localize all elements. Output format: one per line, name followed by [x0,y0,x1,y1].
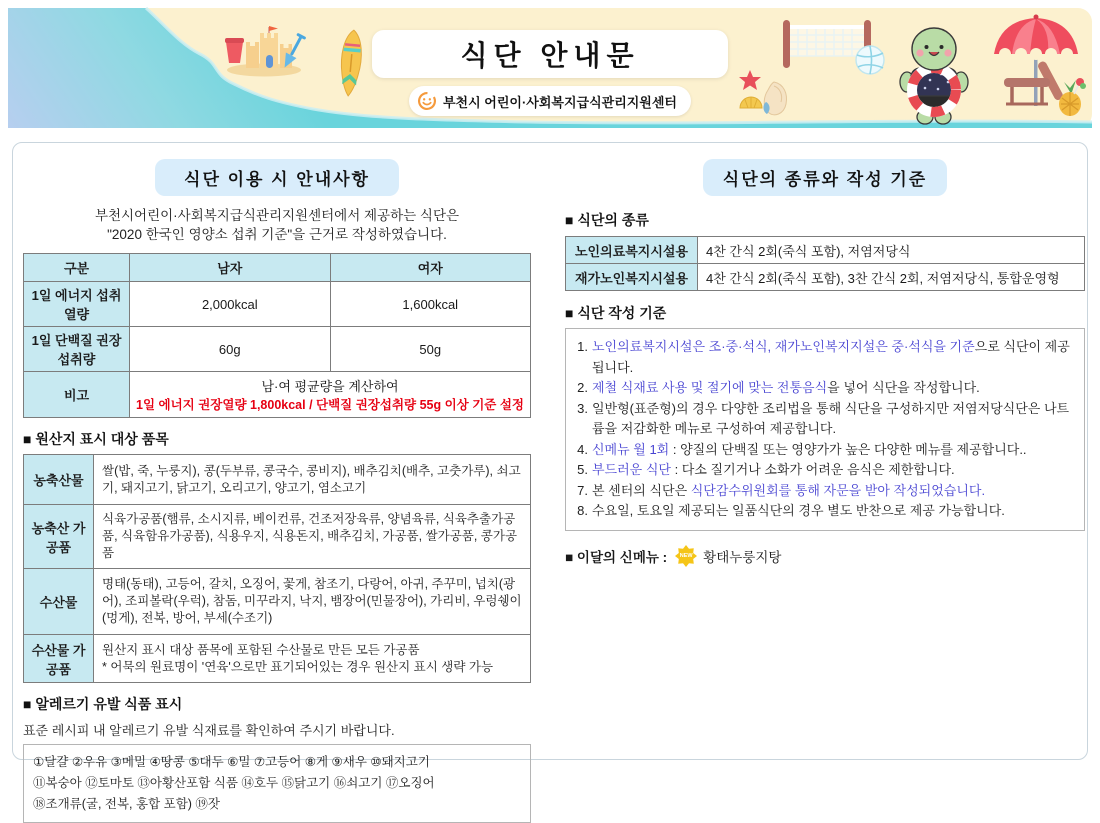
note-text: 남·여 평균량을 계산하여 [261,379,399,394]
right-section-title: 식단의 종류와 작성 기준 [703,159,947,196]
left-column [23,143,531,823]
smiley-icon [417,91,437,111]
nutrition-table [23,253,531,418]
intro-line-1: 부천시어린이·사회복지급식관리지원센터에서 제공하는 식단은 [94,208,460,223]
row-label: 노인의료복지시설용 [566,237,698,264]
header-cell: 구분 [24,254,130,282]
criteria-list [572,337,1078,522]
value-cell: 60g [130,327,330,372]
allergy-heading: ■ 알레르기 유발 식품 표시 [23,696,183,712]
value-cell: 1,600kcal [330,282,530,327]
criteria-item [572,378,1078,399]
note-cell [130,372,531,418]
turtle-character [892,22,976,126]
table-note-row [24,372,531,418]
table-row [24,505,531,569]
new-menu-heading: ■ 이달의 신메뉴 : [565,549,668,565]
criteria-text: : 양질의 단백질 또는 영양가가 높은 다양한 메뉴를 제공합니다.. [669,441,1027,457]
header-cell: 여자 [330,254,530,282]
table-row [24,455,531,505]
criteria-text: 일반형(표준형)의 경우 다양한 조리법을 통해 식단을 구성하지만 저염저당식단은 나트륨을 저감화한 메뉴로 구성하여 제공합니다. [592,400,1070,436]
new-menu-line [565,545,1085,567]
criteria-highlight: 식단감수위원회를 통해 자문을 받아 작성되었습니다. [690,482,986,498]
allergy-list-box [23,744,531,823]
row-text: 쌀(밥, 죽, 누룽지), 콩(두부류, 콩국수, 콩비지), 배추김치(배추, 고춧가루), 쇠고기, 돼지고기, 닭고기, 오리고기, 양고기, 염소고기 [94,455,531,505]
seashells-icon [736,68,794,120]
table-header-row [24,254,531,282]
volleyball-icon [854,44,886,76]
beach-banner [8,8,1092,128]
row-label: 농축산 가공품 [24,505,94,569]
row-text-line: 원산지 표시 대상 품목에 포함된 수산물로 만든 모든 가공품 [102,642,420,657]
new-badge-label: NEW [679,552,693,559]
item-number: 1. [577,339,588,354]
row-label: 수산물 가공품 [24,635,94,683]
allergy-line: ⑪복숭아 ⑫토마토 ⑬아황산포함 식품 ⑭호두 ⑮닭고기 ⑯쇠고기 ⑰오징어 [33,776,435,790]
sandcastle-icon [222,26,304,76]
row-text [94,635,531,683]
table-row [24,569,531,635]
page-title-box [372,30,728,78]
criteria-text: 으로 식단이 제공됩니다. [592,339,1070,375]
criteria-highlight: 노인의료복지시설은 조·중·석식, 재가노인복지지설은 중·석식을 기준 [592,339,975,354]
criteria-list-box [565,328,1085,531]
criteria-item [572,399,1078,440]
row-text: 4찬 간식 2회(죽식 포함), 3찬 간식 2회, 저염저당식, 통합운영형 [698,264,1085,291]
item-number: 3. [577,400,588,416]
item-number: 5. [577,462,588,477]
types-heading: ■ 식단의 종류 [565,212,649,228]
table-row [24,282,531,327]
table-row [24,635,531,683]
allergy-line: ⑱조개류(굴, 전복, 홍합 포함) ⑲잣 [33,797,220,811]
criteria-heading: ■ 식단 작성 기준 [565,305,667,321]
right-column [565,143,1085,567]
table-row [566,237,1085,264]
value-cell: 50g [330,327,530,372]
beach-umbrella-icon [986,12,1086,122]
row-label: 재가노인복지시설용 [566,264,698,291]
row-text: 4찬 간식 2회(죽식 포함), 저염저당식 [698,237,1085,264]
row-label: 1일 에너지 섭취 열량 [24,282,130,327]
page-title: 식단 안내문 [460,40,640,71]
table-row [24,327,531,372]
criteria-text: : 다소 질기거나 소화가 어려운 음식은 제한합니다. [670,462,955,477]
intro-text [23,206,531,244]
table-row [566,264,1085,291]
criteria-item [572,440,1078,461]
allergy-line: ①달걀 ②우유 ③메밀 ④땅콩 ⑤대두 ⑥밀 ⑦고등어 ⑧게 ⑨새우 ⑩돼지고기 [33,755,430,769]
org-name: 부천시 어린이·사회복지급식관리지원센터 [443,94,677,110]
criteria-text: 수요일, 토요일 제공되는 일품식단의 경우 별도 반찬으로 제공 가능합니다. [592,503,1005,518]
criteria-highlight: 신메뉴 월 1회 [592,441,670,457]
row-label: 농축산물 [24,455,94,505]
criteria-item [572,481,1078,502]
criteria-item [572,337,1078,378]
content-panel [12,142,1088,811]
meal-types-table [565,236,1085,291]
org-logo-pill [409,86,691,116]
row-text: 식육가공품(햄류, 소시지류, 베이컨류, 건조저장육류, 양념육류, 식육추출가공품, 식육함유가공품), 식용우지, 식용돈지, 배추김치, 가공품, 쌀가공품, 콩가공품 [94,505,531,569]
row-label: 1일 단백질 권장섭취량 [24,327,130,372]
surfboard-icon [330,28,372,98]
value-cell: 2,000kcal [130,282,330,327]
new-menu-name: 황태누룽지탕 [703,549,782,565]
pineapple-drink [1059,78,1086,116]
intro-line-2: "2020 한국인 영양소 섭취 기준"을 근거로 작성하였습니다. [107,227,447,242]
header-cell: 남자 [130,254,330,282]
criteria-item [572,460,1078,481]
item-number: 4. [577,441,588,457]
criteria-text: 을 넣어 식단을 작성합니다. [827,380,980,395]
note-alert-text: 1일 에너지 권장열량 1,800kcal / 단백질 권장섭취량 55g 이상 기준 설정 [136,398,524,412]
criteria-text: 본 센터의 식단은 [592,482,691,498]
origin-heading: ■ 원산지 표시 대상 품목 [23,431,169,447]
item-number: 2. [577,380,588,395]
criteria-highlight: 부드러운 식단 [592,462,671,477]
origin-table [23,454,531,683]
item-number: 7. [577,482,588,498]
row-text-line: * 어묵의 원료명이 '연육'으로만 표기되어있는 경우 원산지 표시 생략 가능 [102,659,494,674]
criteria-highlight: 제철 식재료 사용 및 절기에 맞는 전통음식 [592,380,828,395]
row-label: 수산물 [24,569,94,635]
criteria-item [572,501,1078,522]
row-text: 명태(동태), 고등어, 갈치, 오징어, 꽃게, 참조기, 다랑어, 아귀, 주꾸미, 넙치(광어), 조피볼락(우럭), 참돔, 미꾸라지, 낙지, 뱀장어(민물장어), 가리비, 우렁쉥이(멍게), 전복, 방어, 부세(수조기) [94,569,531,635]
item-number: 8. [577,503,588,518]
new-starburst-icon [675,545,697,567]
left-section-title: 식단 이용 시 안내사항 [155,159,399,196]
row-label: 비고 [24,372,130,418]
allergy-note: 표준 레시피 내 알레르기 유발 식재료를 확인하여 주시기 바랍니다. [23,723,395,738]
